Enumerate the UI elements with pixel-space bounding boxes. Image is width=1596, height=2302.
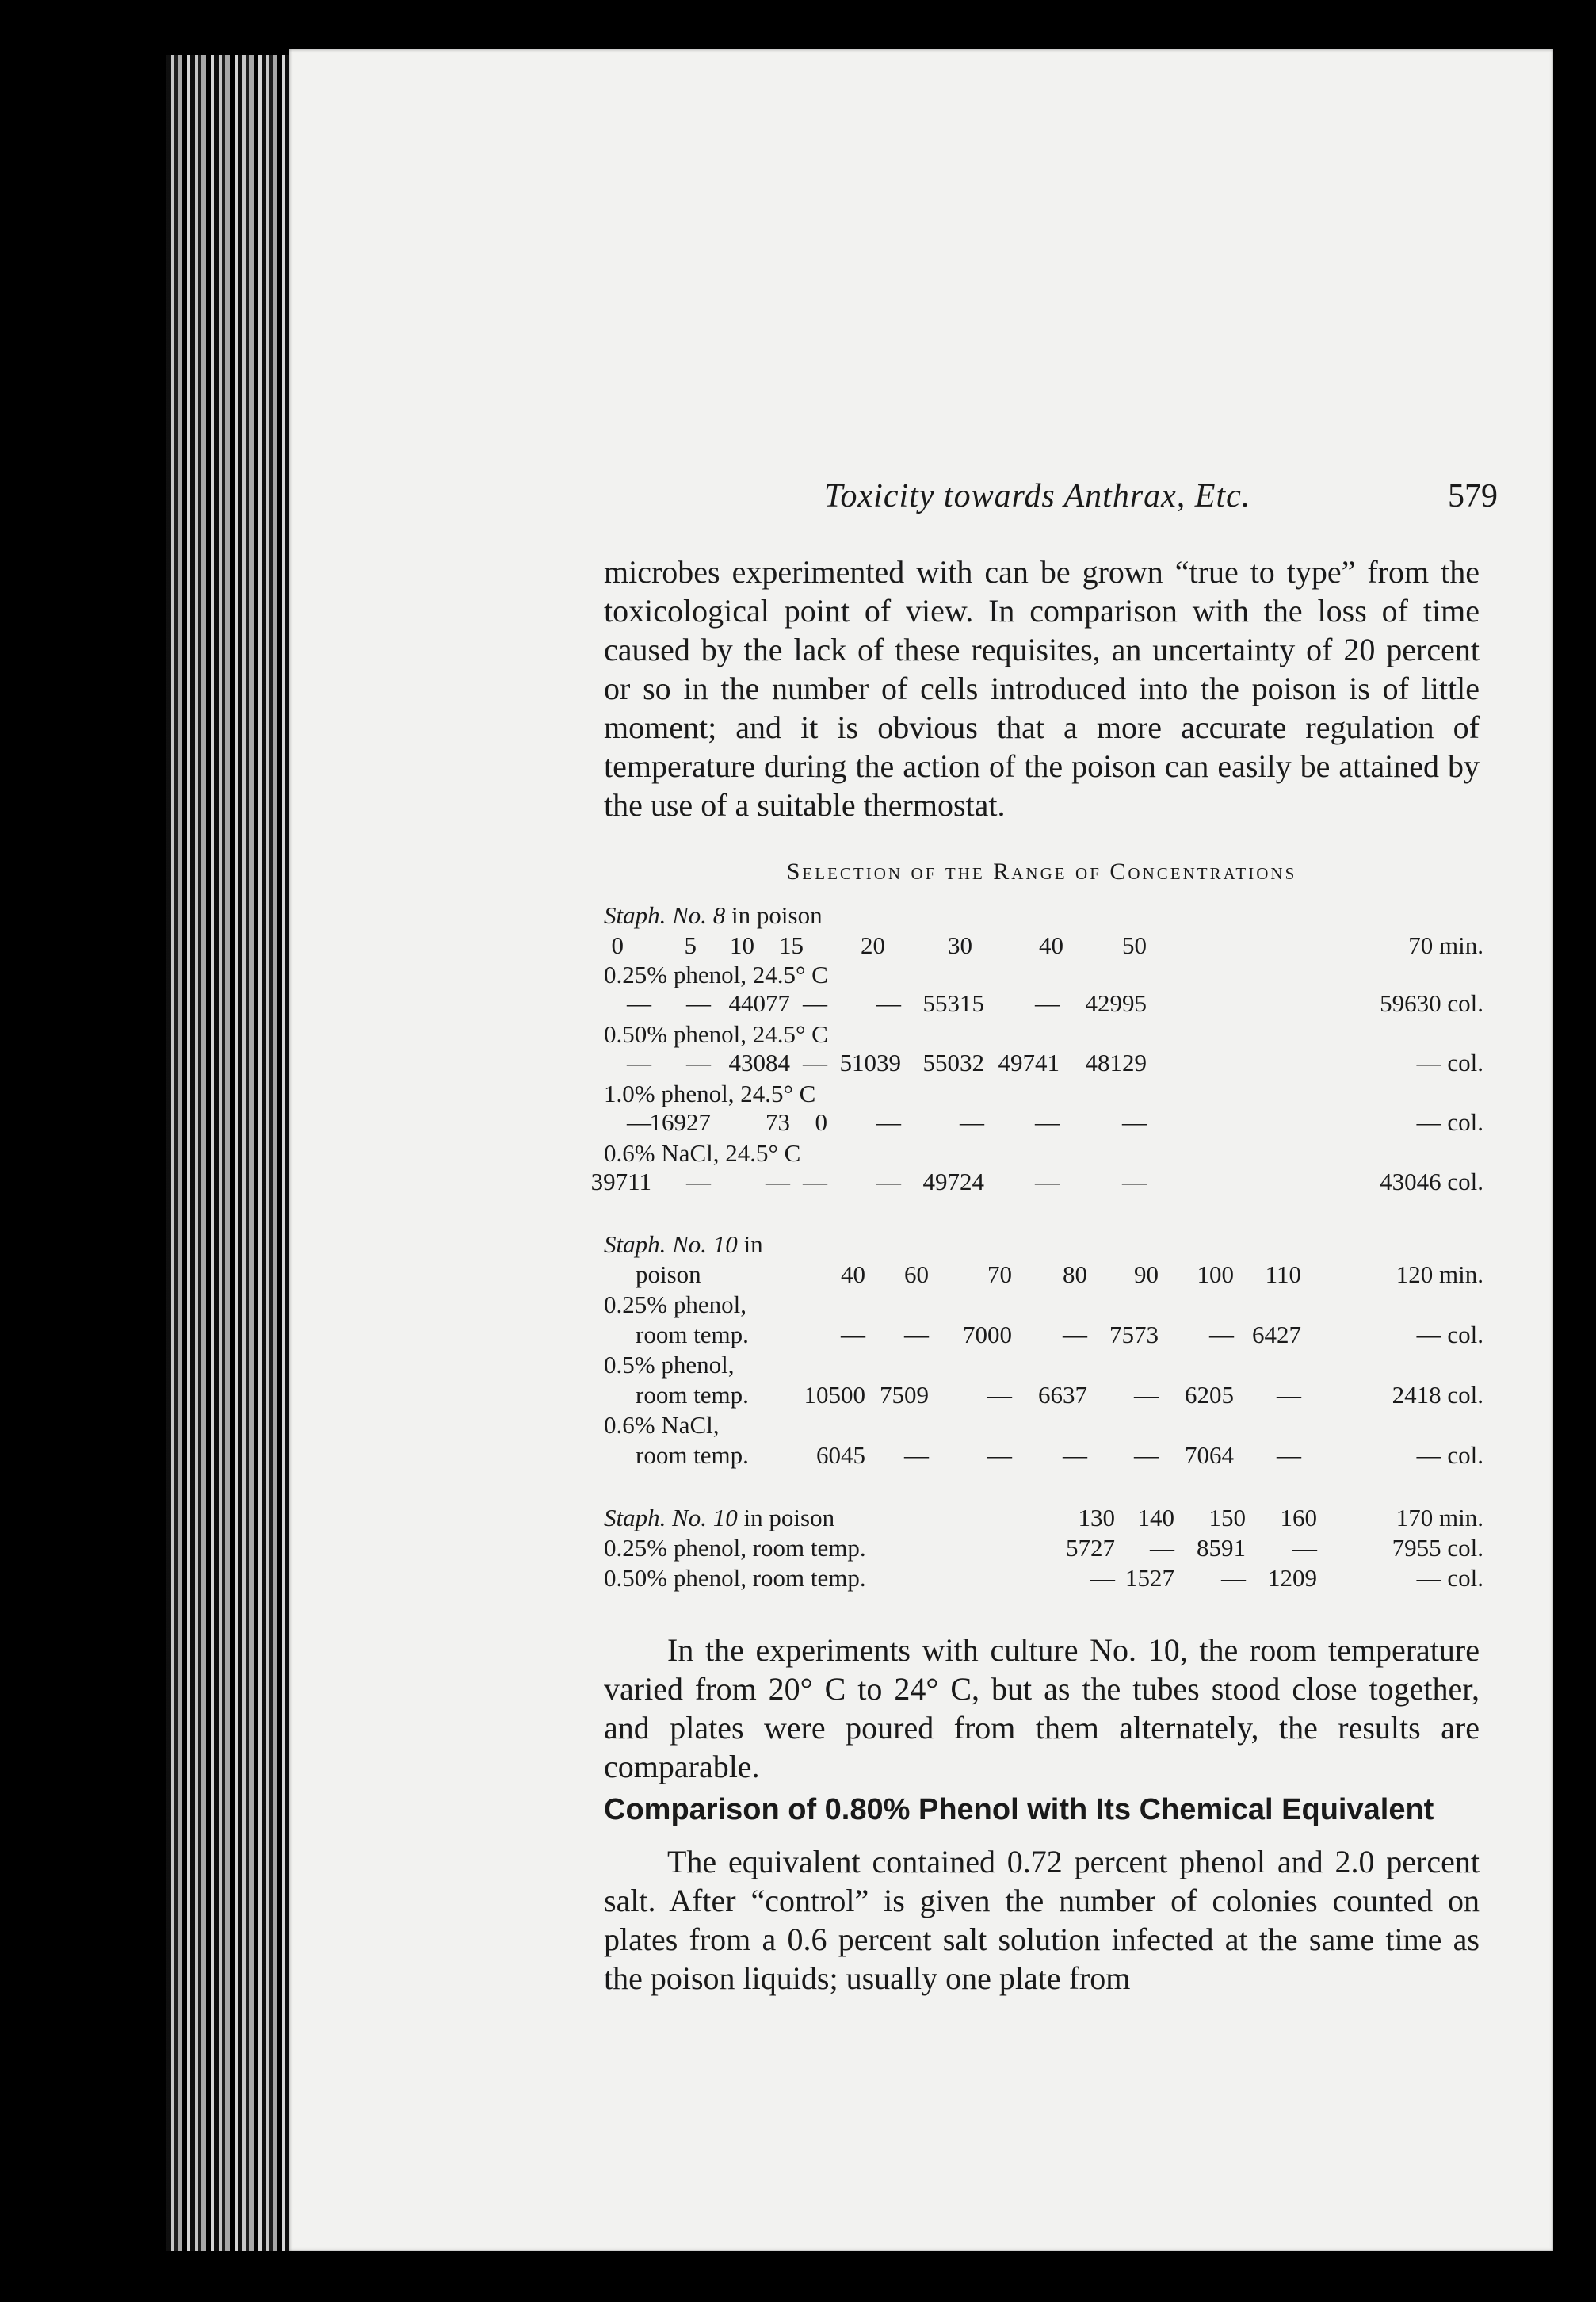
table-cell: 15 bbox=[779, 931, 804, 959]
table-cell: 7573 bbox=[1109, 1321, 1159, 1348]
table-cell: — bbox=[1063, 1441, 1087, 1469]
table-cell: 73 bbox=[766, 1108, 790, 1136]
table-cell: 70 bbox=[987, 1260, 1012, 1288]
table-title-continued: poison bbox=[636, 1260, 701, 1288]
row-label: room temp. bbox=[636, 1321, 749, 1348]
row-label: 0.25% phenol, 24.5° C bbox=[604, 961, 828, 988]
table-cell: 48129 bbox=[1085, 1049, 1147, 1076]
table-row bbox=[604, 961, 1483, 1019]
table-cell: 50 bbox=[1122, 931, 1147, 959]
table-cell: — bbox=[987, 1441, 1012, 1469]
table-cell: 30 bbox=[948, 931, 972, 959]
table-cell: — bbox=[627, 989, 651, 1017]
table-cell: 55315 bbox=[922, 989, 984, 1017]
book-gutter-edge bbox=[166, 55, 305, 2251]
table-cell: — bbox=[960, 1108, 984, 1136]
table-cell: 40 bbox=[841, 1260, 865, 1288]
table-row bbox=[604, 1351, 1483, 1409]
table-cell: 10 bbox=[730, 931, 754, 959]
page-number: 579 bbox=[1448, 478, 1498, 514]
table-cell: — bbox=[1277, 1381, 1301, 1409]
table-cell: 7000 bbox=[963, 1321, 1012, 1348]
table-title: Staph. No. 10 in bbox=[604, 1230, 763, 1258]
table-cell: 6427 bbox=[1252, 1321, 1301, 1348]
table-cell: — bbox=[1122, 1108, 1147, 1136]
table-cell: 42995 bbox=[1085, 989, 1147, 1017]
table-cell: 110 bbox=[1265, 1260, 1301, 1288]
row-label: 1.0% phenol, 24.5° C bbox=[604, 1080, 816, 1107]
table-cell: 40 bbox=[1039, 931, 1063, 959]
table-cell: 80 bbox=[1063, 1260, 1087, 1288]
table-cell: 0 bbox=[611, 931, 624, 959]
table-cell: 90 bbox=[1134, 1260, 1159, 1288]
table-cell: — bbox=[686, 1168, 711, 1195]
table-cell: 130 bbox=[1078, 1504, 1115, 1531]
table-cell: 170 min. bbox=[1396, 1504, 1483, 1531]
row-label: 0.25% phenol, room temp. bbox=[604, 1534, 866, 1562]
table-header-row bbox=[604, 931, 1483, 960]
table-cell: 10500 bbox=[804, 1381, 865, 1409]
table-cell: — bbox=[803, 1049, 827, 1076]
table-cell: 7955 col. bbox=[1392, 1534, 1483, 1562]
table-cell: 44077 bbox=[728, 989, 790, 1017]
table-cell: — bbox=[627, 1108, 651, 1136]
table-cell: 2418 col. bbox=[1392, 1381, 1483, 1409]
table-cell: 160 bbox=[1280, 1504, 1317, 1531]
table-row bbox=[604, 1291, 1483, 1349]
table-cell: — bbox=[904, 1321, 929, 1348]
table-cell: — bbox=[904, 1441, 929, 1469]
table-row bbox=[604, 1564, 1483, 1593]
table-title: Staph. No. 8 in poison bbox=[604, 901, 823, 929]
table-cell: — bbox=[627, 1049, 651, 1076]
table-cell: 39711 bbox=[590, 1168, 651, 1195]
section-heading: Selection of the Range of Concentrations bbox=[786, 858, 1297, 885]
table-cell: 49741 bbox=[998, 1049, 1060, 1076]
table-row bbox=[590, 1139, 1483, 1198]
table-cell: — bbox=[987, 1381, 1012, 1409]
table-cell: — bbox=[1150, 1534, 1174, 1562]
table-cell: 100 bbox=[1197, 1260, 1234, 1288]
table-cell: 140 bbox=[1137, 1504, 1174, 1531]
table-cell: 43084 bbox=[728, 1049, 790, 1076]
book-page bbox=[289, 49, 1553, 2251]
equivalent-paragraph: The equivalent contained 0.72 percent phenol and 2.0 percent salt. After “control” is given the number of colonies counted on plates from a 0.6 percent salt solution infected at the same time as the poison liquids; usually one plate from bbox=[604, 1844, 1480, 1996]
table-cell: — bbox=[876, 1168, 901, 1195]
row-label: 0.6% NaCl, bbox=[604, 1411, 720, 1439]
row-label: 0.50% phenol, 24.5° C bbox=[604, 1020, 828, 1048]
table-cell: 150 bbox=[1208, 1504, 1246, 1531]
table-cell: — bbox=[1035, 989, 1060, 1017]
comparison-heading: Comparison of 0.80% Phenol with Its Chemical Equivalent bbox=[604, 1793, 1434, 1826]
table-cell: 60 bbox=[904, 1260, 929, 1288]
table-header-row bbox=[604, 1260, 1483, 1289]
table-header-row bbox=[604, 1504, 1483, 1532]
table-cell: — bbox=[1090, 1564, 1115, 1592]
table-cell: 1209 bbox=[1268, 1564, 1317, 1592]
table-cell: — bbox=[803, 1168, 827, 1195]
table-cell: — col. bbox=[1416, 1321, 1483, 1348]
table-cell: — bbox=[1221, 1564, 1246, 1592]
table-cell: — col. bbox=[1416, 1049, 1483, 1076]
table-cell: 5727 bbox=[1066, 1534, 1115, 1562]
table-cell: — bbox=[1292, 1534, 1317, 1562]
table-cell: — bbox=[803, 989, 827, 1017]
running-title: Toxicity towards Anthrax, Etc. bbox=[824, 478, 1251, 514]
table-cell: — bbox=[1209, 1321, 1234, 1348]
table-cell: 43046 col. bbox=[1380, 1168, 1483, 1195]
table-cell: — bbox=[1063, 1321, 1087, 1348]
row-label: 0.6% NaCl, 24.5° C bbox=[604, 1139, 801, 1167]
table-cell: 20 bbox=[861, 931, 885, 959]
intro-paragraph: microbes experimented with can be grown “true to type” from the toxicological point of view. In comparison with the loss of time caused by the lack of these requisites, an uncertainty of 20 percent or so in the number of cells introduced into the poison is of little moment; and it is obvious that a more accurate regulation of temperature during the action of the poison can easily be attained by the use of a suitable thermostat. bbox=[604, 554, 1480, 823]
row-label: room temp. bbox=[636, 1441, 749, 1469]
table-cell: — col. bbox=[1416, 1441, 1483, 1469]
table-row bbox=[604, 1411, 1483, 1470]
table-cell: 1527 bbox=[1125, 1564, 1174, 1592]
table-cell: 70 min. bbox=[1408, 931, 1483, 959]
table-cell: — bbox=[766, 1168, 790, 1195]
culture-paragraph: In the experiments with culture No. 10, the room temperature varied from 20° C to 24° C, but as the tubes stood close together, and plates were poured from them alternately, the results are comparable. bbox=[604, 1632, 1480, 1784]
table-cell: — bbox=[686, 989, 711, 1017]
table-cell: — bbox=[1035, 1108, 1060, 1136]
table-cell: 7064 bbox=[1185, 1441, 1234, 1469]
table-cell: — bbox=[686, 1049, 711, 1076]
row-label: 0.5% phenol, bbox=[604, 1351, 735, 1379]
row-label: 0.25% phenol, bbox=[604, 1291, 746, 1318]
table-row bbox=[604, 1020, 1483, 1079]
table-cell: — bbox=[1277, 1441, 1301, 1469]
table-cell: 6045 bbox=[816, 1441, 865, 1469]
table-cell: — bbox=[1134, 1381, 1159, 1409]
table-cell: 55032 bbox=[922, 1049, 984, 1076]
table-cell: 8591 bbox=[1197, 1534, 1246, 1562]
table-cell: 51039 bbox=[839, 1049, 901, 1076]
row-label: room temp. bbox=[636, 1381, 749, 1409]
table-cell: — bbox=[1035, 1168, 1060, 1195]
table-cell: 6637 bbox=[1038, 1381, 1087, 1409]
table-cell: — bbox=[1122, 1168, 1147, 1195]
table-cell: 59630 col. bbox=[1380, 989, 1483, 1017]
table-row bbox=[604, 1080, 1483, 1138]
table-cell: 120 min. bbox=[1396, 1260, 1483, 1288]
table-cell: — bbox=[876, 1108, 901, 1136]
table-cell: — bbox=[1134, 1441, 1159, 1469]
table-cell: 6205 bbox=[1185, 1381, 1234, 1409]
table-cell: — bbox=[876, 989, 901, 1017]
table-cell: 7509 bbox=[880, 1381, 929, 1409]
table-cell: 0 bbox=[815, 1108, 827, 1136]
table-cell: 49724 bbox=[922, 1168, 984, 1195]
table-cell: 5 bbox=[684, 931, 697, 959]
table-cell: — col. bbox=[1416, 1108, 1483, 1136]
row-label: 0.50% phenol, room temp. bbox=[604, 1564, 866, 1592]
table-cell: 16927 bbox=[649, 1108, 711, 1136]
table-title: Staph. No. 10 in poison bbox=[604, 1504, 835, 1531]
table-row bbox=[604, 1534, 1483, 1562]
table-cell: — bbox=[841, 1321, 865, 1348]
table-cell: — col. bbox=[1416, 1564, 1483, 1592]
